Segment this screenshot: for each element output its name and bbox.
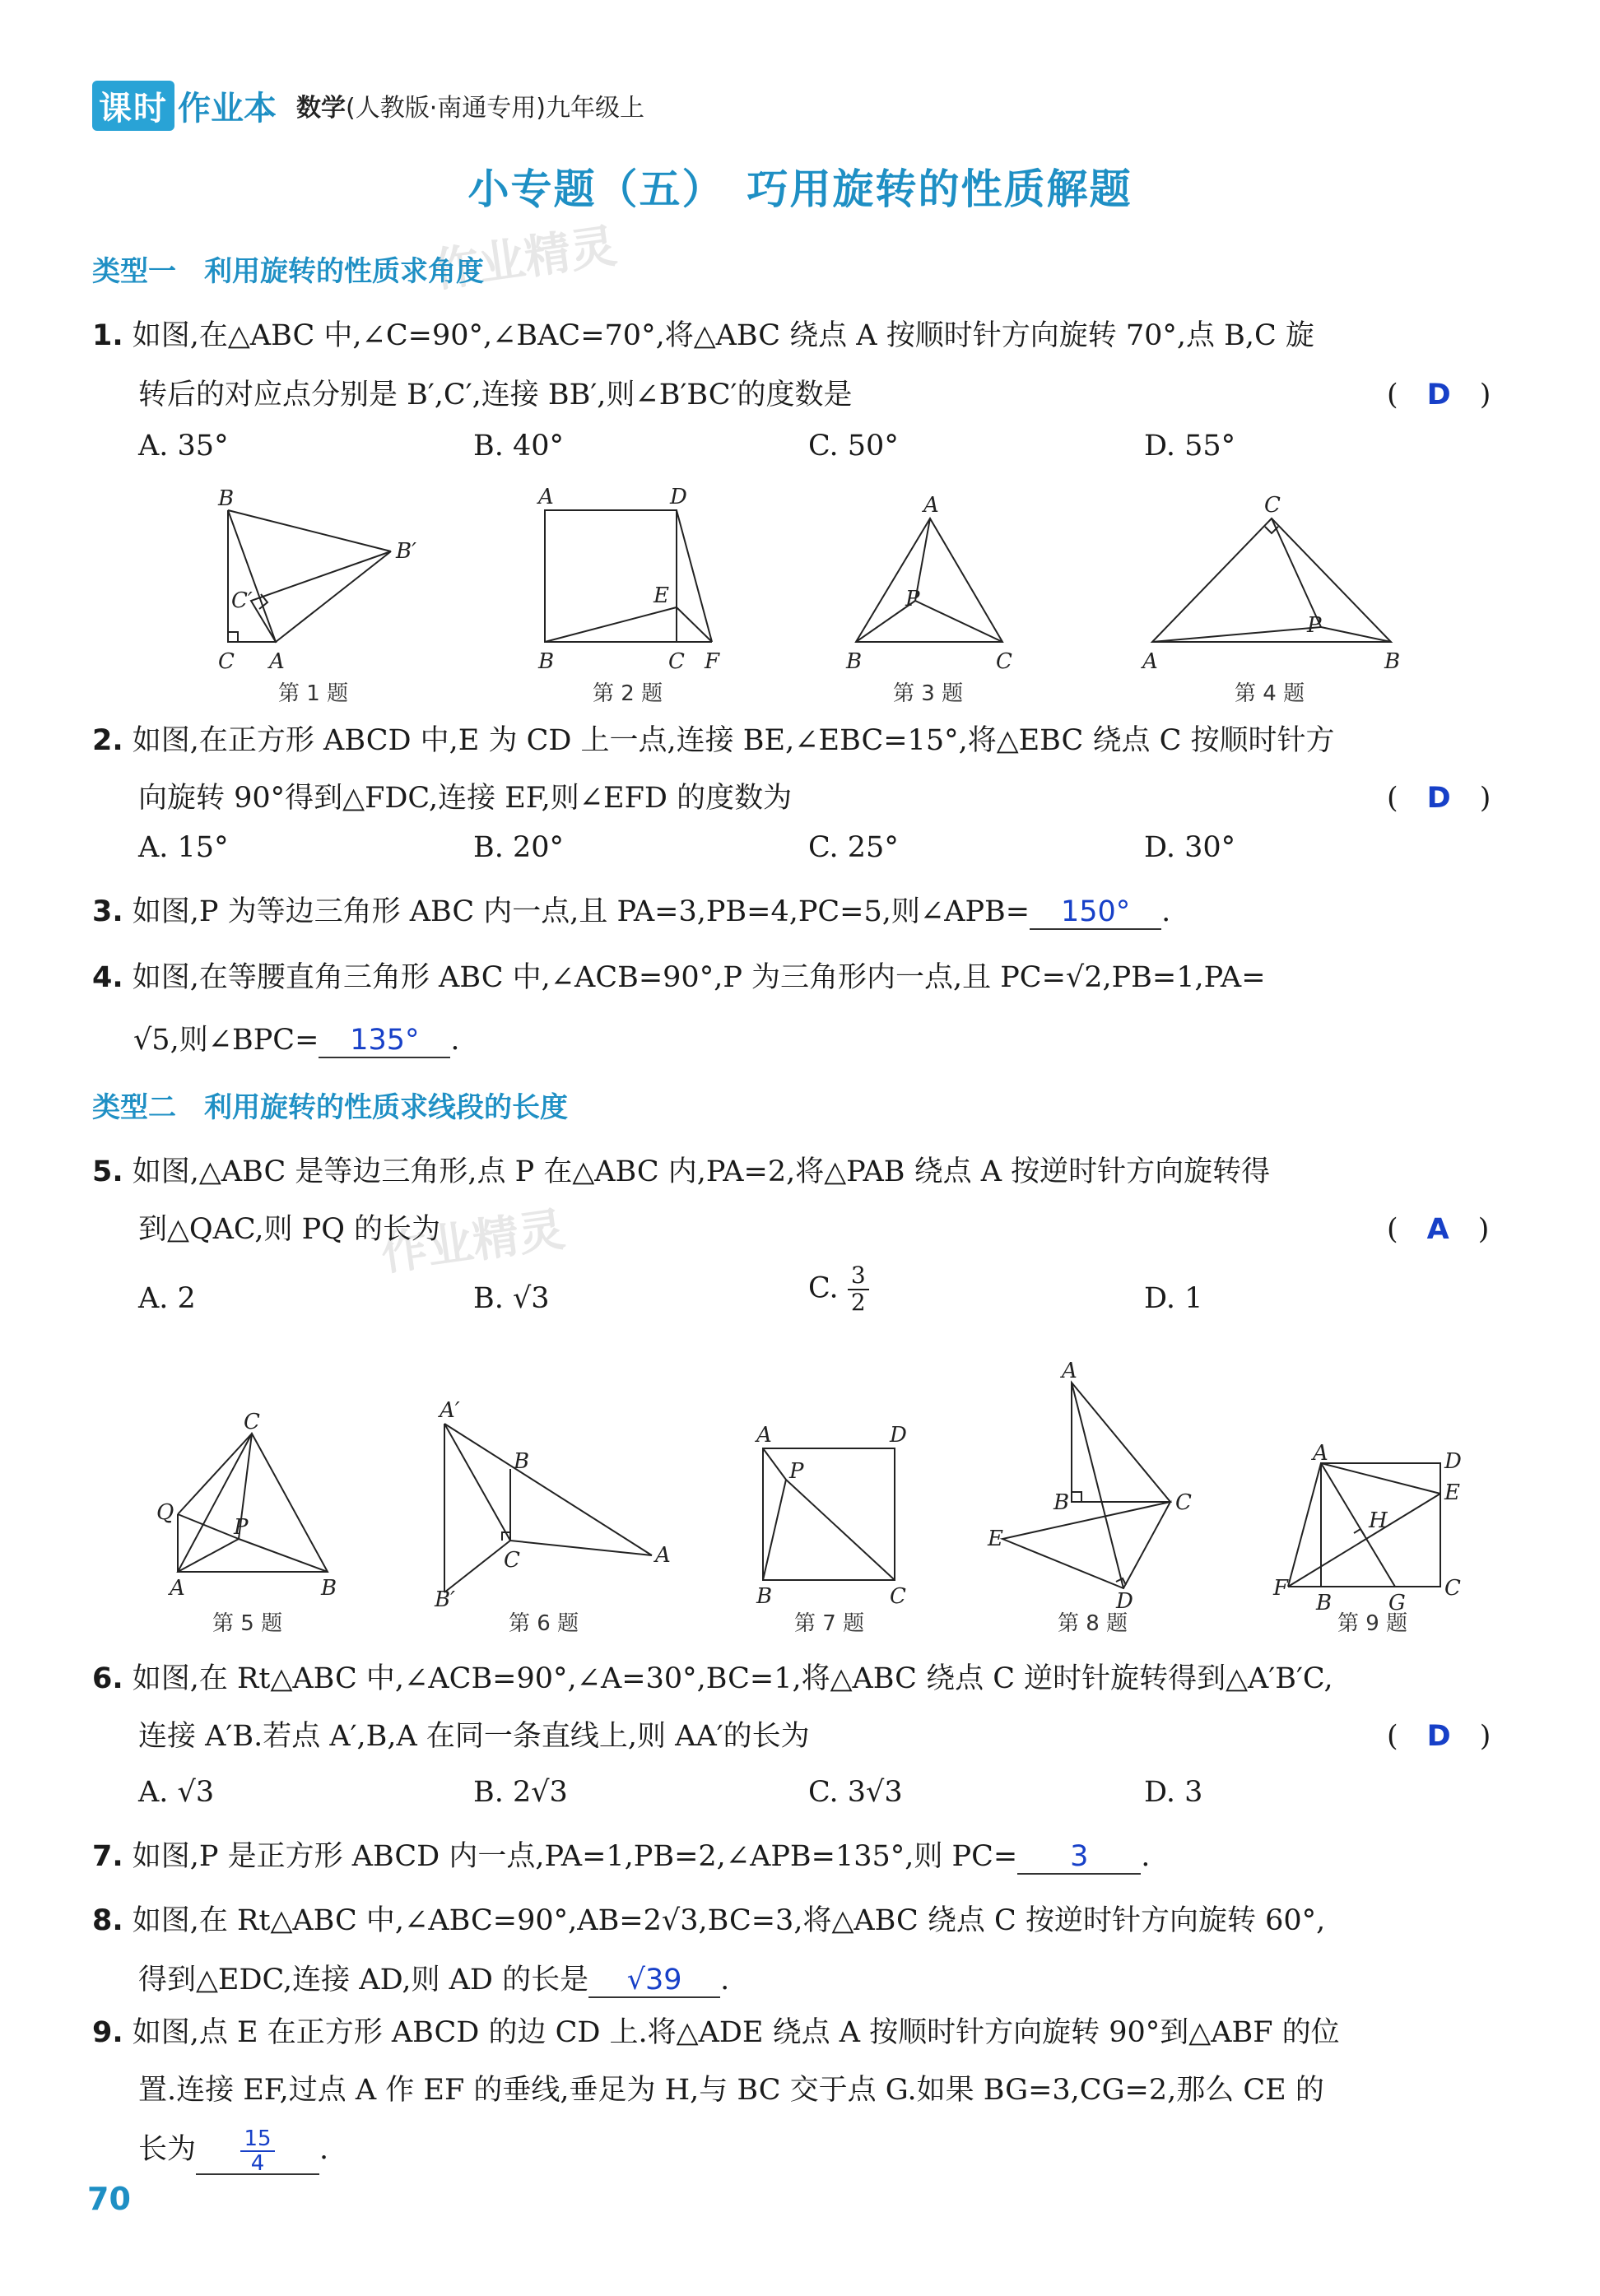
- label: B: [514, 1449, 530, 1474]
- label: P: [789, 1459, 804, 1484]
- triangle-abc: [178, 1434, 328, 1572]
- figure-caption: 第 3 题: [893, 681, 964, 706]
- figure-5: [148, 1410, 354, 1601]
- segment-be: [545, 607, 677, 642]
- question-number: 9.: [92, 2016, 123, 2049]
- segment-pc: [915, 601, 1002, 642]
- label: B′: [396, 539, 417, 564]
- right-angle-c: [228, 632, 238, 642]
- label: A: [269, 649, 285, 674]
- segment-pb: [239, 1539, 328, 1572]
- label: D: [890, 1423, 907, 1448]
- segment-pa: [763, 1448, 786, 1480]
- label: B: [321, 1576, 337, 1601]
- question-3: 3. 如图,P 为等边三角形 ABC 内一点,且 PA=3,PB=4,PC=5,则∠APB= 150° .: [92, 895, 1171, 928]
- figure-1: [210, 486, 424, 675]
- segment-pc: [1272, 518, 1321, 627]
- label: A: [1142, 649, 1158, 674]
- option-b: B. 40°: [473, 430, 565, 462]
- figure-caption: 第 8 题: [1058, 1611, 1128, 1636]
- question-4-line-1: [92, 955, 1266, 996]
- question-text: 如图,P 是正方形 ABCD 内一点,PA=1,PB=2,∠APB=135°,则 PC=: [132, 1840, 1018, 1873]
- option-c: C. 50°: [808, 430, 899, 462]
- label: A: [1062, 1359, 1077, 1383]
- option-a: A. √3: [138, 1776, 215, 1809]
- figure-7: [745, 1423, 918, 1609]
- segment-pa: [1152, 627, 1321, 642]
- label: Q: [156, 1500, 174, 1525]
- question-text: 如图,在△ABC 中,∠C=90°,∠BAC=70°,将△ABC 绕点 A 按顺时针方向旋转 70°,点 B,C 旋: [132, 319, 1314, 352]
- question-number: 5.: [92, 1155, 123, 1188]
- option-b: B. 20°: [473, 831, 565, 864]
- triangle-abc: [228, 510, 276, 642]
- label: B: [1316, 1591, 1333, 1615]
- answer-blank: 3: [1017, 1840, 1141, 1875]
- question-text: 如图,△ABC 是等边三角形,点 P 在△ABC 内,PA=2,将△PAB 绕点 A 按逆时针方向旋转得: [132, 1155, 1271, 1188]
- answer-blank: [196, 2127, 319, 2175]
- answer-choice: D: [1426, 782, 1451, 815]
- right-angle-b: [1072, 1492, 1081, 1502]
- label: C: [244, 1410, 260, 1434]
- question-number: 3.: [92, 895, 123, 928]
- segment-af: [1288, 1463, 1321, 1587]
- book-subtitle: [296, 87, 644, 123]
- answer-choice: D: [1426, 1720, 1451, 1753]
- label: C: [1264, 493, 1281, 518]
- question-number: 6.: [92, 1662, 123, 1695]
- label: A′: [440, 1398, 460, 1423]
- subject: 数学: [296, 94, 346, 123]
- watermark: 作业精灵: [378, 1202, 569, 1282]
- question-number: 2.: [92, 724, 123, 757]
- question-text: 如图,在 Rt△ABC 中,∠ABC=90°,AB=2√3,BC=3,将△ABC 绕点 C 按逆时针方向旋转 60°,: [132, 1904, 1326, 1937]
- question-number: 8.: [92, 1904, 123, 1937]
- question-number: 7.: [92, 1840, 123, 1873]
- label: D: [1444, 1449, 1462, 1474]
- label: P: [1307, 613, 1322, 638]
- segment-b'c: [444, 1541, 510, 1592]
- figure-6: [428, 1398, 675, 1612]
- label: D: [670, 485, 687, 509]
- watermark: 作业精灵: [430, 219, 621, 299]
- triangle-abc: [856, 518, 1002, 642]
- logo-badge: 课时: [92, 81, 174, 131]
- answer-blank: √39: [588, 1964, 720, 1998]
- label: A: [655, 1543, 671, 1568]
- label: A: [756, 1423, 772, 1448]
- label: P: [234, 1515, 249, 1540]
- question-9-line-2: 置.连接 EF,过点 A 作 EF 的垂线,垂足为 H,与 BC 交于点 G.如果 BG=3,CG=2,那么 CE 的: [138, 2074, 1324, 2107]
- option-b: B. √3: [473, 1282, 550, 1315]
- answer-paren: ( D ): [1387, 782, 1491, 815]
- segment-ae: [1321, 1463, 1440, 1494]
- figure-caption: 第 6 题: [509, 1611, 579, 1636]
- figure-2: [527, 486, 741, 675]
- fraction-denominator: 2: [850, 1288, 866, 1316]
- answer-choice: D: [1426, 379, 1451, 411]
- segment-pc: [786, 1480, 895, 1580]
- option-c-label: C.: [808, 1271, 839, 1305]
- label: B: [756, 1584, 773, 1609]
- fraction-numerator: 3: [848, 1263, 869, 1290]
- figure-caption: 第 1 题: [278, 681, 349, 706]
- workbook-logo: [92, 82, 644, 128]
- label: B: [1053, 1490, 1070, 1515]
- question-7: 7. 如图,P 是正方形 ABCD 内一点,PA=1,PB=2,∠APB=135°,则 PC= 3 .: [92, 1840, 1151, 1873]
- fraction-numerator: 15: [240, 2127, 274, 2153]
- answer-paren: ( D ): [1387, 379, 1491, 411]
- question-number: 1.: [92, 319, 123, 352]
- question-5-line-2: 到△QAC,则 PQ 的长为: [138, 1213, 441, 1246]
- label: H: [1369, 1508, 1388, 1533]
- square-abcd: [763, 1448, 895, 1580]
- fraction-denominator: 4: [250, 2151, 265, 2177]
- question-2-line-1: [92, 718, 1335, 759]
- question-9-line-3: 长为 $\frac{15}{4}$ .: [138, 2126, 329, 2177]
- label: A: [538, 485, 554, 509]
- option-d: D. 30°: [1144, 831, 1236, 864]
- question-8-line-1: [92, 1898, 1325, 1939]
- edition: (人教版·南通专用)九年级上: [346, 94, 644, 123]
- figure-caption: 第 9 题: [1337, 1611, 1408, 1636]
- triangle-edc: [1002, 1502, 1170, 1588]
- figure-caption: 第 4 题: [1235, 681, 1305, 706]
- label: B: [218, 486, 235, 511]
- label: C: [1175, 1490, 1192, 1515]
- segment-pb: [763, 1480, 786, 1580]
- option-a: A. 35°: [138, 430, 229, 462]
- option-c: C. 3√3: [808, 1776, 903, 1809]
- label: B: [538, 649, 555, 674]
- option-c: C. 25°: [808, 831, 899, 864]
- square-abcd: [545, 510, 677, 642]
- label: C: [890, 1584, 906, 1609]
- label: A: [170, 1576, 185, 1601]
- page-number: 70: [87, 2181, 131, 2217]
- figure-3: [840, 486, 1037, 675]
- triangle-abc: [1152, 518, 1391, 642]
- figure-9: [1272, 1441, 1477, 1615]
- fraction: [848, 1263, 869, 1316]
- option-b: B. 2√3: [473, 1776, 568, 1809]
- option-d: D. 1: [1144, 1282, 1203, 1315]
- label: P: [905, 587, 920, 611]
- question-5-line-1: [92, 1149, 1270, 1190]
- label: F: [705, 649, 720, 674]
- question-2-line-2: 向旋转 90°得到△FDC,连接 EF,则∠EFD 的度数为: [138, 782, 793, 815]
- segment-a'c: [444, 1424, 510, 1541]
- segment-df: [677, 510, 712, 642]
- label: A: [923, 493, 939, 518]
- question-4-line-2: √5,则∠BPC= 135° .: [133, 1024, 460, 1057]
- segment-fe: [1288, 1494, 1440, 1587]
- question-6-line-2: 连接 A′B.若点 A′,B,A 在同一条直线上,则 AA′的长为: [138, 1720, 810, 1753]
- label: C′: [231, 588, 253, 613]
- label: C: [218, 649, 235, 674]
- question-text: 如图,P 为等边三角形 ABC 内一点,且 PA=3,PB=4,PC=5,则∠APB=: [132, 895, 1030, 928]
- segment-bb': [228, 510, 391, 551]
- question-text: 如图,在 Rt△ABC 中,∠ACB=90°,∠A=30°,BC=1,将△ABC 绕点 C 逆时针旋转得到△A′B′C,: [132, 1662, 1333, 1695]
- question-text: 如图,在正方形 ABCD 中,E 为 CD 上一点,连接 BE,∠EBC=15°,将△EBC 绕点 C 按顺时针方: [132, 724, 1335, 757]
- logo-text: 作业本: [178, 89, 277, 128]
- label: E: [988, 1527, 1003, 1551]
- question-text: 得到△EDC,连接 AD,则 AD 的长是: [138, 1964, 589, 1996]
- segment-pb: [1321, 627, 1391, 642]
- option-a: A. 15°: [138, 831, 229, 864]
- question-8-line-2: 得到△EDC,连接 AD,则 AD 的长是 √39 .: [138, 1964, 730, 1996]
- question-text: 如图,点 E 在正方形 ABCD 的边 CD 上.将△ADE 绕点 A 按顺时针方向旋转 90°到△ABF 的位: [132, 2016, 1340, 2049]
- label: E: [653, 583, 669, 608]
- option-d: D. 3: [1144, 1776, 1203, 1809]
- option-d: D. 55°: [1144, 430, 1236, 462]
- label: B′: [435, 1587, 456, 1612]
- section-heading: 类型一 利用旋转的性质求角度: [92, 255, 484, 288]
- label: B: [1384, 649, 1401, 674]
- figure-caption: 第 7 题: [794, 1611, 865, 1636]
- label: B: [846, 649, 863, 674]
- answer-paren: ( A ): [1387, 1213, 1490, 1246]
- answer-blank: 150°: [1030, 895, 1161, 930]
- option-a: A. 2: [138, 1282, 196, 1315]
- figure-4: [1136, 486, 1407, 675]
- figure-caption: 第 5 题: [212, 1611, 283, 1636]
- label: E: [1444, 1480, 1460, 1505]
- answer-blank: 135°: [319, 1024, 450, 1058]
- question-number: 4.: [92, 961, 123, 994]
- section-heading: 类型二 利用旋转的性质求线段的长度: [92, 1091, 568, 1124]
- question-text: 如图,在等腰直角三角形 ABC 中,∠ACB=90°,P 为三角形内一点,且 PC=√2,PB=1,PA=: [132, 961, 1266, 994]
- question-1-line-2: 转后的对应点分别是 B′,C′,连接 BB′,则∠B′BC′的度数是: [138, 379, 853, 411]
- question-9-line-1: [92, 2010, 1340, 2051]
- label: C: [668, 649, 685, 674]
- label: C: [996, 649, 1012, 674]
- page-title: 小专题（五） 巧用旋转的性质解题: [467, 165, 1133, 213]
- answer-choice: A: [1426, 1213, 1449, 1246]
- figure-caption: 第 2 题: [593, 681, 663, 706]
- label: D: [1116, 1589, 1133, 1614]
- segment-qp: [178, 1514, 239, 1539]
- triangle-ab'c': [251, 551, 391, 642]
- label: C: [1444, 1576, 1461, 1601]
- question-6-line-1: [92, 1656, 1333, 1697]
- segment-a'a: [444, 1424, 652, 1555]
- question-text: 长为: [138, 2133, 197, 2166]
- answer-fraction: [240, 2127, 274, 2176]
- answer-paren: ( D ): [1387, 1720, 1491, 1753]
- label: F: [1273, 1576, 1289, 1601]
- question-text: √5,则∠BPC=: [133, 1024, 319, 1057]
- option-c: [808, 1263, 869, 1316]
- figure-8: [988, 1358, 1202, 1614]
- label: C: [504, 1548, 520, 1573]
- question-1-line-1: [92, 313, 1314, 354]
- label: A: [1313, 1441, 1328, 1466]
- label: G: [1388, 1591, 1406, 1615]
